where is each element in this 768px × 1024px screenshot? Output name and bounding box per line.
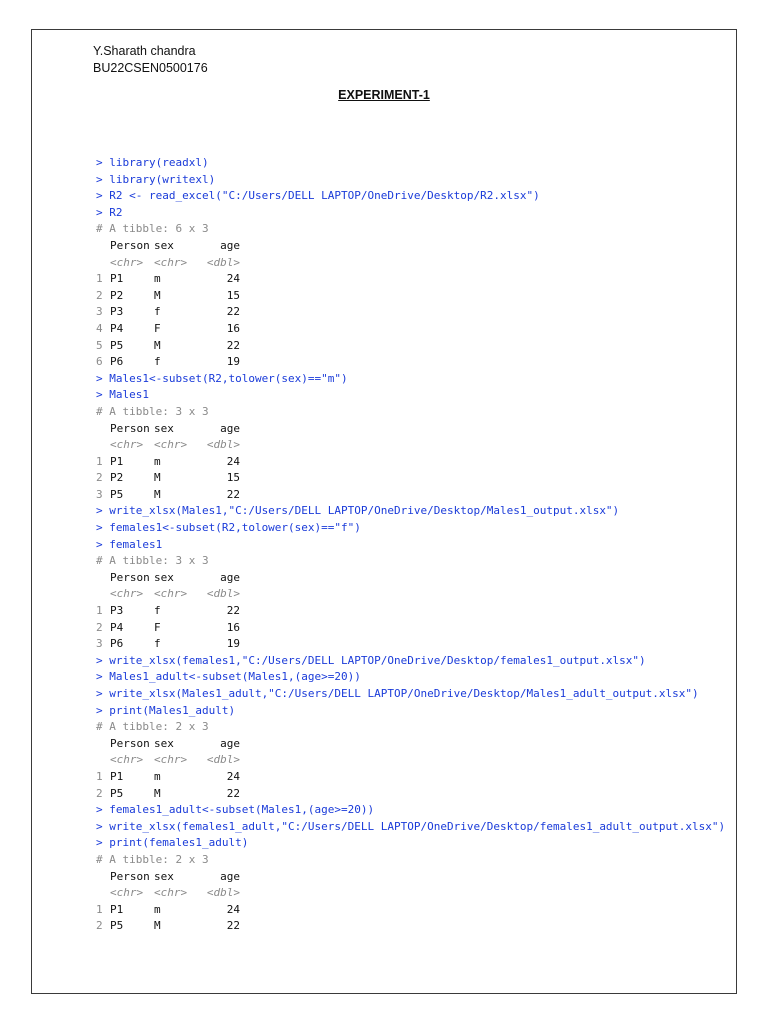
table-cell: 22 (226, 487, 240, 501)
column-type: <dbl> (206, 753, 240, 767)
column-header: Person (110, 736, 150, 750)
column-type: <chr> (110, 438, 144, 452)
column-header: age (220, 421, 240, 435)
table-row (96, 271, 716, 288)
row-number: 2 (96, 919, 103, 933)
table-cell: 24 (226, 902, 240, 916)
row-number-spacer (96, 255, 110, 272)
table-cell: 16 (226, 321, 240, 335)
row-number: 2 (96, 471, 103, 485)
tibble-meta: # A tibble: 6 x 3 (96, 222, 209, 236)
console-command: > Males1<-subset(R2,tolower(sex)=="m") (96, 371, 348, 385)
table-cell: 24 (226, 454, 240, 468)
table-cell: 22 (226, 338, 240, 352)
column-type: <chr> (154, 255, 188, 269)
table-cell: 15 (226, 471, 240, 485)
column-header: sex (154, 570, 174, 584)
column-type: <chr> (154, 886, 188, 900)
row-number: 3 (96, 305, 103, 319)
column-header: sex (154, 736, 174, 750)
table-cell: P2 (110, 471, 124, 485)
table-cell: 19 (226, 637, 240, 651)
row-number: 1 (96, 454, 103, 468)
column-header: age (220, 869, 240, 883)
column-type: <chr> (154, 438, 188, 452)
column-type: <chr> (110, 587, 144, 601)
table-cell: P1 (110, 769, 124, 783)
console-command: > R2 (96, 205, 123, 219)
column-header: sex (154, 869, 174, 883)
column-header: sex (154, 238, 174, 252)
page-title: EXPERIMENT-1 (338, 88, 430, 102)
row-number-spacer (96, 869, 110, 886)
table-row (96, 918, 716, 935)
row-number-spacer (96, 752, 110, 769)
tibble-header-row (96, 421, 716, 438)
row-number: 1 (96, 272, 103, 286)
table-cell: 22 (226, 919, 240, 933)
console-command: > library(readxl) (96, 156, 209, 169)
row-number: 1 (96, 604, 103, 618)
row-number: 3 (96, 637, 103, 651)
column-type: <chr> (110, 255, 144, 269)
table-cell: 24 (226, 769, 240, 783)
column-header: Person (110, 869, 150, 883)
row-number-spacer (96, 421, 110, 438)
table-cell: P4 (110, 620, 124, 634)
console-command: > write_xlsx(females1,"C:/Users/DELL LAPTOP/OneDrive/Desktop/females1_output.xlsx") (96, 653, 646, 667)
table-row (96, 321, 716, 338)
table-row (96, 769, 716, 786)
column-type: <chr> (154, 587, 188, 601)
table-cell: P6 (110, 355, 124, 369)
row-number: 4 (96, 321, 103, 335)
table-cell: P3 (110, 305, 124, 319)
tibble-header-row (96, 869, 716, 886)
console-command: > Males1_adult<-subset(Males1,(age>=20)) (96, 670, 361, 684)
column-type: <chr> (110, 886, 144, 900)
table-cell: F (154, 620, 161, 634)
table-cell: M (154, 471, 161, 485)
table-cell: 22 (226, 786, 240, 800)
table-cell: M (154, 786, 161, 800)
tibble-types-row (96, 255, 716, 272)
table-cell: 16 (226, 620, 240, 634)
table-cell: M (154, 288, 161, 302)
tibble-types-row (96, 437, 716, 454)
table-cell: f (154, 305, 161, 319)
row-number-spacer (96, 586, 110, 603)
table-cell: P6 (110, 637, 124, 651)
column-type: <dbl> (206, 438, 240, 452)
console-command: > R2 <- read_excel("C:/Users/DELL LAPTOP/OneDrive/Desktop/R2.xlsx") (96, 189, 540, 203)
row-number: 5 (96, 338, 103, 352)
table-cell: m (154, 272, 161, 286)
table-row (96, 603, 716, 620)
row-number-spacer (96, 437, 110, 454)
column-type: <dbl> (206, 587, 240, 601)
table-row (96, 902, 716, 919)
column-header: Person (110, 421, 150, 435)
table-cell: f (154, 604, 161, 618)
table-row (96, 470, 716, 487)
table-cell: P5 (110, 487, 124, 501)
tibble-header-row (96, 736, 716, 753)
table-cell: M (154, 338, 161, 352)
console-command: > write_xlsx(Males1,"C:/Users/DELL LAPTOP/OneDrive/Desktop/Males1_output.xlsx") (96, 504, 620, 518)
row-number-spacer (96, 885, 110, 902)
table-row (96, 786, 716, 803)
table-cell: 24 (226, 272, 240, 286)
console-command: > library(writexl) (96, 172, 216, 186)
column-header: Person (110, 570, 150, 584)
row-number: 6 (96, 355, 103, 369)
table-cell: P1 (110, 454, 124, 468)
table-cell: F (154, 321, 161, 335)
row-number: 1 (96, 902, 103, 916)
table-cell: P2 (110, 288, 124, 302)
table-cell: M (154, 487, 161, 501)
column-header: age (220, 570, 240, 584)
table-cell: P1 (110, 272, 124, 286)
console-command: > print(females1_adult) (96, 836, 249, 850)
console-command: > Males1 (96, 388, 149, 402)
row-number-spacer (96, 570, 110, 587)
row-number: 2 (96, 620, 103, 634)
column-header: Person (110, 238, 150, 252)
console-command: > print(Males1_adult) (96, 703, 236, 717)
console-command: > write_xlsx(females1_adult,"C:/Users/DELL LAPTOP/OneDrive/Desktop/females1_adult_output.xlsx") (96, 819, 726, 833)
table-row (96, 304, 716, 321)
tibble-header-row (96, 570, 716, 587)
table-cell: m (154, 769, 161, 783)
table-row (96, 288, 716, 305)
tibble-meta: # A tibble: 2 x 3 (96, 852, 209, 866)
row-number: 2 (96, 288, 103, 302)
tibble-meta: # A tibble: 3 x 3 (96, 554, 209, 568)
table-cell: P5 (110, 338, 124, 352)
table-row (96, 636, 716, 653)
column-header: age (220, 238, 240, 252)
table-row (96, 354, 716, 371)
table-cell: 15 (226, 288, 240, 302)
tibble-meta: # A tibble: 2 x 3 (96, 720, 209, 734)
table-row (96, 454, 716, 471)
table-cell: 22 (226, 305, 240, 319)
table-cell: m (154, 454, 161, 468)
column-type: <chr> (154, 753, 188, 767)
tibble-header-row (96, 238, 716, 255)
table-cell: f (154, 355, 161, 369)
console-command: > females1<-subset(R2,tolower(sex)=="f") (96, 521, 361, 535)
row-number-spacer (96, 238, 110, 255)
table-cell: m (154, 902, 161, 916)
row-number: 1 (96, 769, 103, 783)
table-cell: M (154, 919, 161, 933)
table-row (96, 338, 716, 355)
row-number-spacer (96, 736, 110, 753)
tibble-types-row (96, 752, 716, 769)
row-number: 2 (96, 786, 103, 800)
table-cell: 22 (226, 604, 240, 618)
column-type: <dbl> (206, 255, 240, 269)
r-console-output (96, 155, 726, 935)
tibble-meta: # A tibble: 3 x 3 (96, 404, 209, 418)
table-cell: f (154, 637, 161, 651)
console-command: > females1 (96, 537, 163, 551)
table-row (96, 620, 716, 637)
roll-number: BU22CSEN0500176 (93, 61, 208, 75)
author-name: Y.Sharath chandra (93, 44, 196, 58)
table-cell: P3 (110, 604, 124, 618)
table-cell: 19 (226, 355, 240, 369)
tibble-types-row (96, 586, 716, 603)
row-number: 3 (96, 487, 103, 501)
table-cell: P5 (110, 786, 124, 800)
column-header: sex (154, 421, 174, 435)
table-cell: P1 (110, 902, 124, 916)
table-cell: P4 (110, 321, 124, 335)
column-header: age (220, 736, 240, 750)
column-type: <dbl> (206, 886, 240, 900)
tibble-types-row (96, 885, 716, 902)
column-type: <chr> (110, 753, 144, 767)
console-command: > write_xlsx(Males1_adult,"C:/Users/DELL LAPTOP/OneDrive/Desktop/Males1_adult_output.xlsx") (96, 687, 699, 700)
console-command: > females1_adult<-subset(Males1,(age>=20)) (96, 803, 375, 817)
table-cell: P5 (110, 919, 124, 933)
table-row (96, 487, 716, 504)
